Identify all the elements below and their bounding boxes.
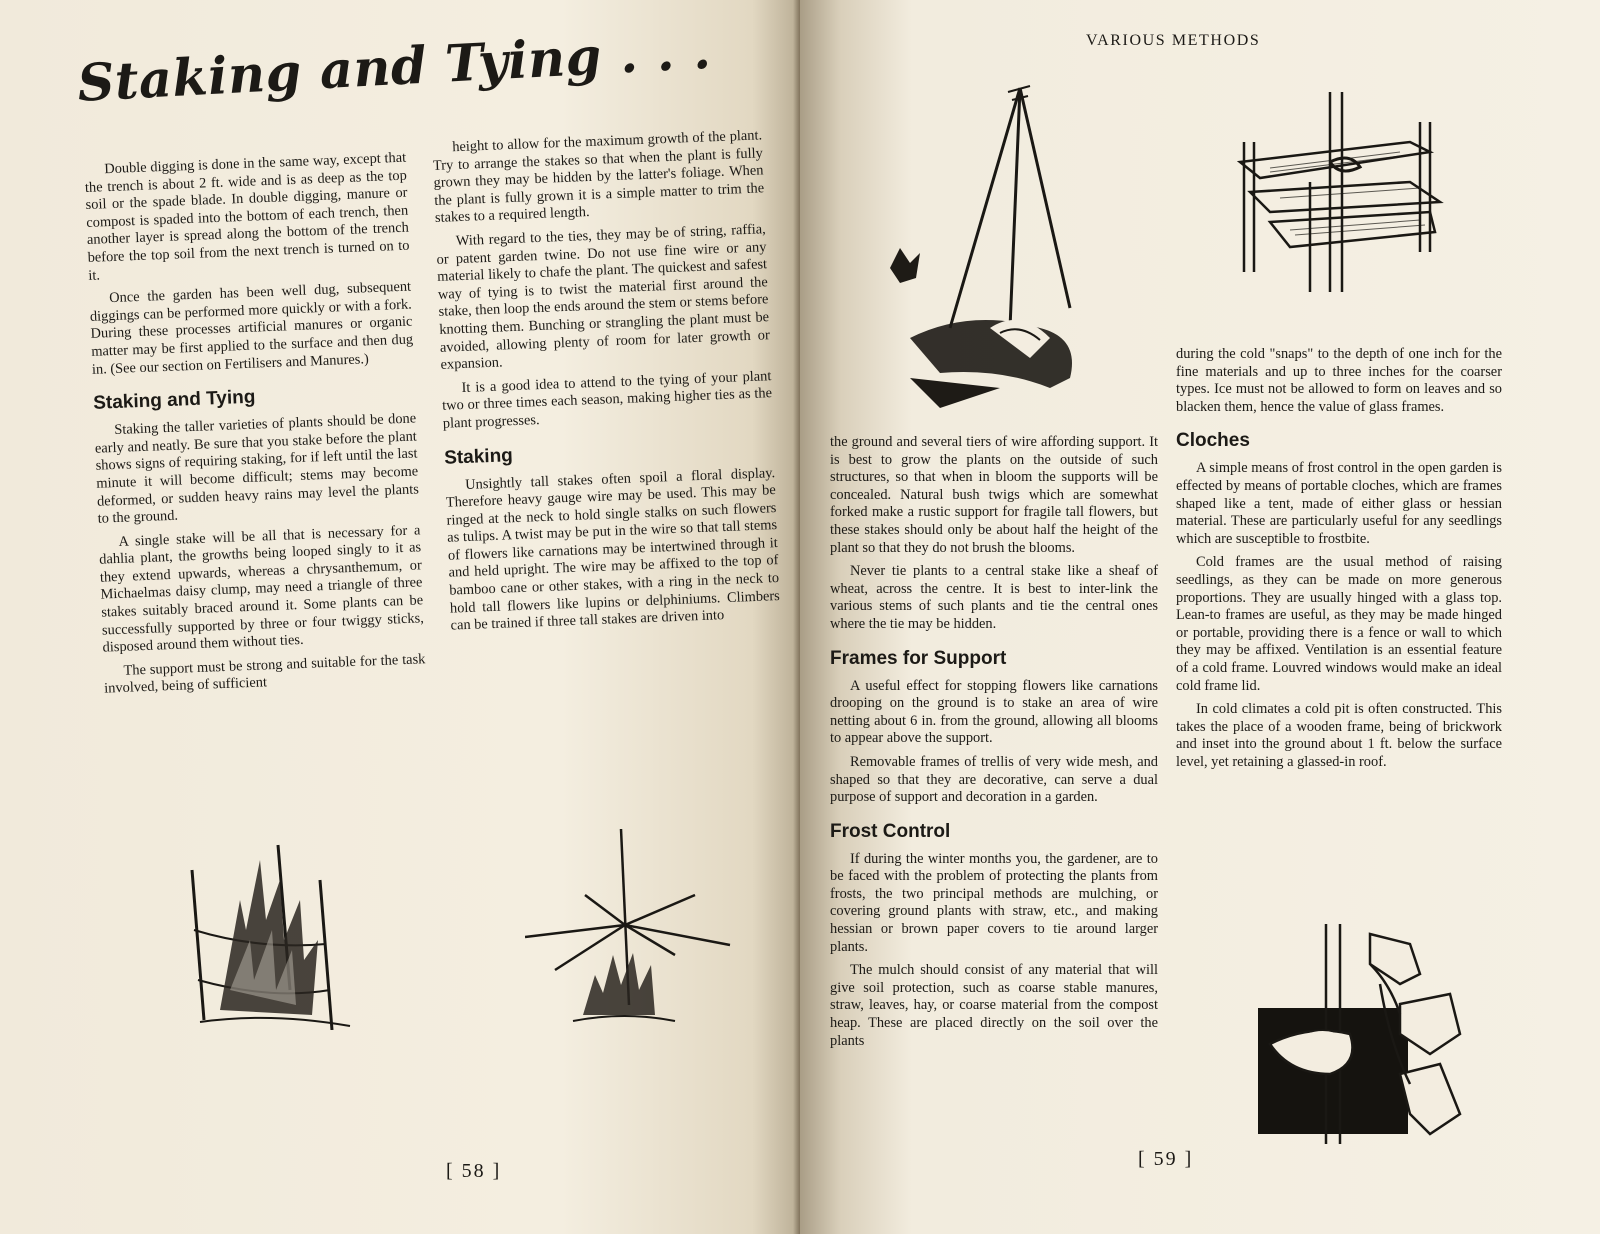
paragraph: In cold climates a cold pit is often constructed. This takes the place of a wooden frame, being of brickwork and inset into the ground about 1 ft. below the surface level, yet retaining a glassed-in roof. xyxy=(1176,701,1502,770)
paragraph: Once the garden has been well dug, subsequent diggings can be performed more quickly or with a fork. During these processes artificial manures or organic matter may be first applied to the surface and then dug in. (See our section on Fertilisers and Manures.) xyxy=(89,278,414,378)
paragraph: If during the winter months you, the gardener, are to be faced with the problem of protecting the plants from frosts, the two principal methods are mulching, or covering ground plants with straw, etc., and making hessian or brown paper covers to tie around larger plants. xyxy=(830,850,1158,955)
paragraph: A simple means of frost control in the open garden is effected by means of portable cloches, which are frames shaped like a tent, made of either glass or hessian material. These are particularly useful for any seedlings which are susceptible to frostbite. xyxy=(1176,460,1502,547)
paragraph: height to allow for the maximum growth of the plant. Try to arrange the stakes so that when the plant is fully grown they may be hidden by the latter's foliage. When the plant is fully grown it is a simple matter to trim the stakes to a required length. xyxy=(432,127,765,227)
paragraph: It is a good idea to attend to the tying of your plant two or three times each season, making higher ties as the plant progresses. xyxy=(441,367,773,432)
paragraph: during the cold "snaps" to the depth of one inch for the fine materials and up to three inches for the coarser types. Ice must not be allowed to form on leaves and so blacken them, hence the value of glass frames. xyxy=(1176,346,1502,415)
section-heading: Frost Control xyxy=(830,820,951,842)
paragraph: the ground and several tiers of wire affording support. It is best to grow the plants on the outside of such structures, so that when in bloom the supports will be concealed. Natural bush twigs which are somewhat forked make a rustic support for fragile tall flowers, but these stakes should only be about half the height of the plant so that they do not brush the blooms. xyxy=(830,434,1158,556)
left-column-2 xyxy=(432,127,781,641)
page-number: [ 59 ] xyxy=(1138,1148,1194,1170)
running-head: VARIOUS METHODS xyxy=(1086,32,1261,49)
page-number: [ 58 ] xyxy=(446,1160,502,1182)
triangle-frame-illustration xyxy=(1230,82,1470,302)
paragraph: A useful effect for stopping flowers like carnations drooping on the ground is to stake an area of wire netting about 6 in. from the ground, allowing all blooms to appear above the support. xyxy=(830,677,1158,747)
paragraph: The mulch should consist of any material that will give soil protection, such as coarse stable manures, straw, leaves, hay, or coarse material from the compost heap. These are placed directly on the soil over the plants xyxy=(830,962,1158,1049)
knot-tying-illustration xyxy=(1250,924,1480,1144)
paragraph: Staking the taller varieties of plants should be done early and neatly. Be sure that you stake before the plant shows signs of requiring staking, for if left until the last minute it will become difficult; stems may become deformed, or sudden heavy rains may level the plants to the ground. xyxy=(94,410,420,527)
paragraph: A single stake will be all that is necessary for a dahlia plant, the growths being looped singly to it as they extend upwards, whereas a chrysanthemum, or Michaelmas daisy clump, may need a triangle of three stakes suitably braced around it. Some plants can be successfully supported by three or four twiggy sticks, disposed around them without ties. xyxy=(98,522,425,656)
right-column-1 xyxy=(830,434,1158,1056)
paragraph: Removable frames of trellis of very wide mesh, and shaped so that they are decorative, can serve a dual purpose of support and decoration in a garden. xyxy=(830,753,1158,806)
tripod-stake-illustration xyxy=(880,78,1130,438)
left-column-1 xyxy=(84,150,427,705)
paragraph: Never tie plants to a central stake like a sheaf of wheat, across the centre. It is best to inter-link the various stems of such plants and tie the central ones where the tie may be hidden. xyxy=(830,563,1158,632)
right-page xyxy=(800,0,1600,1234)
paragraph: With regard to the ties, they may be of string, raffia, or patent garden twine. Do not use fine wire or any material likely to chafe the plant. The quickest and safest way of tying is to twist the material first around the stake, then loop the ends around the stem or stems before knotting them. Bunching or strangling the plant must be avoided, allowing plenty of room for later growth or expansion. xyxy=(436,221,771,373)
right-column-2 xyxy=(1176,346,1502,777)
section-heading: Frames for Support xyxy=(830,647,1007,669)
paragraph: Unsightly tall stakes often spoil a floral display. Therefore heavy gauge wire may be used. This may be ringed at the neck to hold single stalks on such flowers as tulips. A twist may be put in the wire so that tall stems of flowers like carnations may be intertwined through it and held upright. The wire may be affixed to the top of bamboo cane or other stakes, with a ring in the neck to hold tall flowers like lupins or delphiniums. Climbers can be trained if three tall stakes are driven into xyxy=(445,464,781,634)
section-heading: Cloches xyxy=(1176,430,1250,452)
wire-stake-illustration xyxy=(525,825,745,1025)
three-stakes-illustration xyxy=(180,840,380,1030)
section-heading: Staking and Tying xyxy=(92,386,256,414)
page-title: Staking and Tying . . . xyxy=(76,20,713,114)
paragraph: The support must be strong and suitable for the task involved, being of sufficient xyxy=(103,651,426,698)
section-heading: Staking xyxy=(443,444,514,469)
paragraph: Double digging is done in the same way, except that the trench is about 2 ft. wide and is as deep as the top soil or the spade blade. In double digging, manure or compost is spaded into the bottom of each trench, then another layer is spread along the bottom of the trench before the top soil from the next trench is turned on to it. xyxy=(84,149,410,284)
paragraph: Cold frames are the usual method of raising seedlings, as they can be made on more generous proportions. They are usually hinged with a glass top. Lean-to frames are useful, as they may be made hinged or portable, providing there is a fence or wall to which they may be affixed. Ventilation is an essential feature of a cold frame. Louvred windows would make an ideal cold frame lid. xyxy=(1176,554,1502,694)
